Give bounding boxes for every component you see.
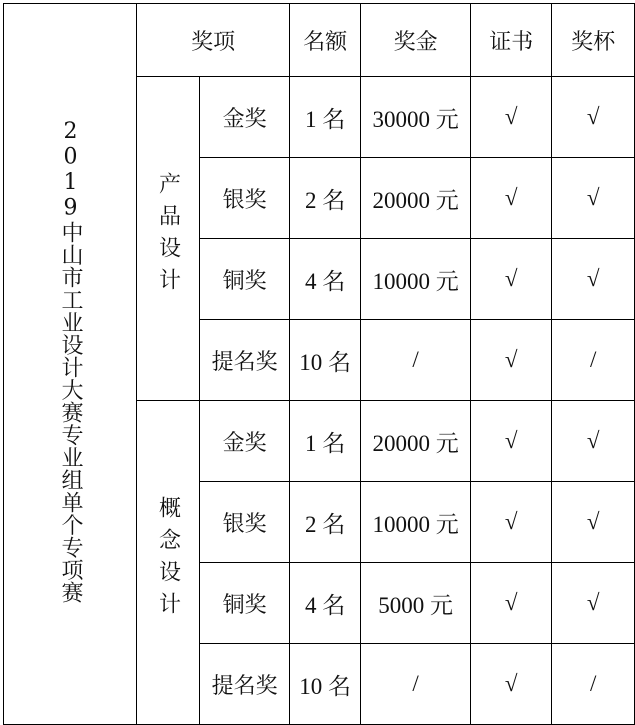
prize-cell: 20000 元 [361, 401, 471, 482]
certificate-cell: √ [471, 239, 552, 320]
quota-cell: 2 名 [290, 158, 361, 239]
quota-cell: 1 名 [290, 77, 361, 158]
prize-cell: 20000 元 [361, 158, 471, 239]
category-cell-concept [137, 401, 200, 725]
certificate-cell: √ [471, 401, 552, 482]
award-cell: 提名奖 [200, 320, 290, 401]
trophy-cell: / [552, 644, 635, 725]
award-cell: 银奖 [200, 482, 290, 563]
award-cell: 铜奖 [200, 563, 290, 644]
trophy-cell: √ [552, 482, 635, 563]
header-quota: 名额 [290, 4, 361, 77]
category-cell-product [137, 77, 200, 401]
award-table [3, 3, 635, 725]
category-label: 产品设计 [155, 171, 181, 300]
trophy-cell: √ [552, 158, 635, 239]
award-cell: 金奖 [200, 401, 290, 482]
side-title: 2019中山市工业设计大赛专业组单个专项赛 [58, 118, 83, 604]
award-cell: 提名奖 [200, 644, 290, 725]
header-trophy: 奖杯 [552, 4, 635, 77]
award-cell: 银奖 [200, 158, 290, 239]
award-cell: 铜奖 [200, 239, 290, 320]
certificate-cell: √ [471, 644, 552, 725]
trophy-cell: / [552, 320, 635, 401]
quota-cell: 4 名 [290, 239, 361, 320]
prize-cell: 10000 元 [361, 239, 471, 320]
quota-cell: 10 名 [290, 644, 361, 725]
prize-cell: 10000 元 [361, 482, 471, 563]
prize-cell: / [361, 644, 471, 725]
quota-cell: 1 名 [290, 401, 361, 482]
quota-cell: 2 名 [290, 482, 361, 563]
certificate-cell: √ [471, 158, 552, 239]
certificate-cell: √ [471, 563, 552, 644]
category-label: 概念设计 [155, 495, 181, 624]
trophy-cell: √ [552, 239, 635, 320]
quota-cell: 10 名 [290, 320, 361, 401]
header-award: 奖项 [137, 4, 290, 77]
header-prize: 奖金 [361, 4, 471, 77]
award-table-wrapper [3, 3, 635, 725]
header-row [4, 4, 635, 77]
certificate-cell: √ [471, 320, 552, 401]
prize-cell: 5000 元 [361, 563, 471, 644]
prize-cell: / [361, 320, 471, 401]
trophy-cell: √ [552, 563, 635, 644]
certificate-cell: √ [471, 482, 552, 563]
trophy-cell: √ [552, 77, 635, 158]
header-certificate: 证书 [471, 4, 552, 77]
award-cell: 金奖 [200, 77, 290, 158]
prize-cell: 30000 元 [361, 77, 471, 158]
certificate-cell: √ [471, 77, 552, 158]
side-title-cell [4, 4, 137, 725]
trophy-cell: √ [552, 401, 635, 482]
quota-cell: 4 名 [290, 563, 361, 644]
